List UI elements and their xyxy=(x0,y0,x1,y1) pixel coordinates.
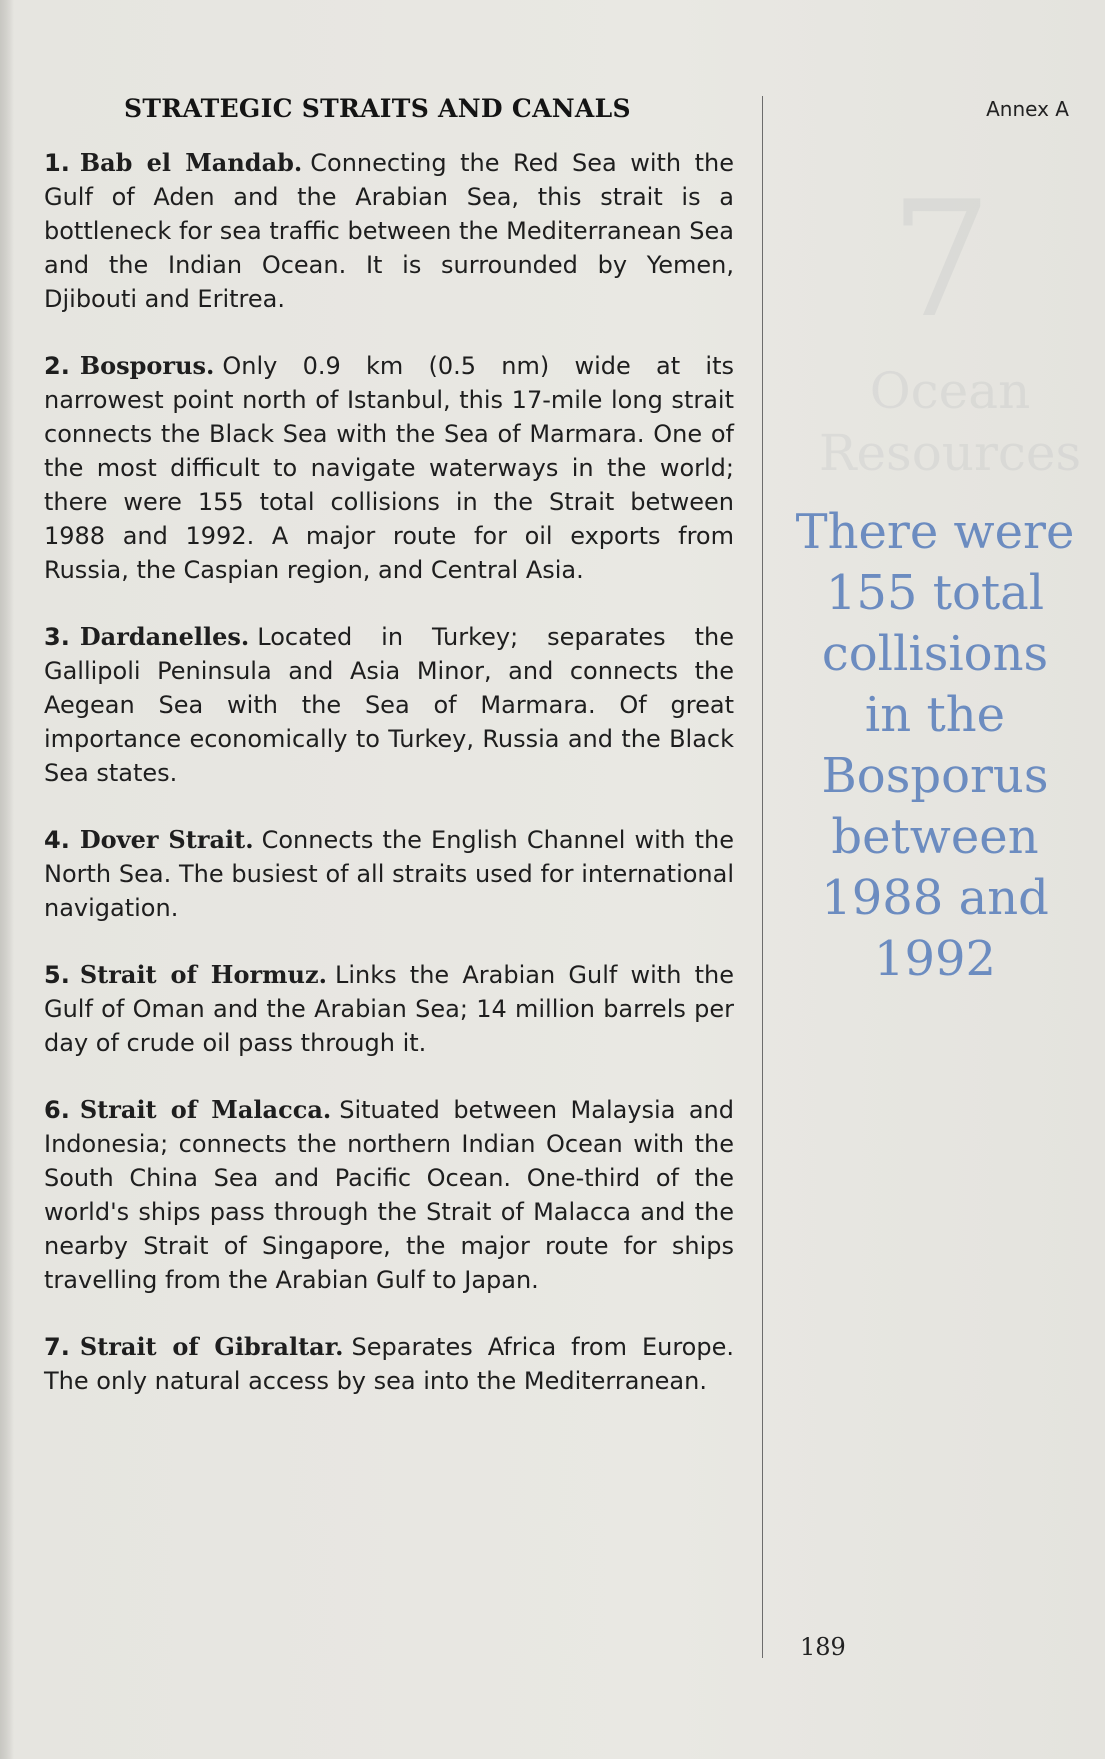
entry-bab-el-mandab xyxy=(44,146,734,316)
page-number: 189 xyxy=(800,1633,846,1661)
column-divider xyxy=(762,96,763,1658)
entry-text: Separates Africa from Europe. The only natural access by sea into the Mediterranean. xyxy=(44,1333,734,1395)
entry-strait-of-hormuz xyxy=(44,958,734,1060)
entry-name: Strait of Malacca. xyxy=(79,1095,332,1124)
entry-number: 5. xyxy=(44,961,70,989)
entry-name: Strait of Hormuz. xyxy=(79,960,327,989)
entry-text: Located in Turkey; separates the Gallipoli Peninsula and Asia Minor, and connects the Aegean Sea with the Sea of Marmara. Of great importance economically to Turkey, Russia and the Black Sea states. xyxy=(44,623,734,787)
entry-strait-of-malacca xyxy=(44,1093,734,1297)
entry-text: Links the Arabian Gulf with the Gulf of Oman and the Arabian Sea; 14 million barrels per day of crude oil pass through it. xyxy=(44,961,734,1057)
entry-name: Dover Strait. xyxy=(79,825,254,854)
entry-name: Bosporus. xyxy=(79,351,215,380)
entry-dardanelles xyxy=(44,620,734,790)
spine-shadow xyxy=(0,0,14,1759)
entry-text: Connects the English Channel with the North Sea. The busiest of all straits used for international navigation. xyxy=(44,826,734,922)
entry-bosporus xyxy=(44,349,734,587)
section-title: STRATEGIC STRAITS AND CANALS xyxy=(124,94,631,123)
entry-name: Bab el Mandab. xyxy=(79,148,303,177)
entry-number: 7. xyxy=(44,1333,70,1361)
pull-quote: There were 155 total collisions in the Bosporus between 1988 and 1992 xyxy=(795,504,1075,987)
entry-text: Only 0.9 km (0.5 nm) wide at its narrowest point north of Istanbul, this 17-mile long strait connects the Black Sea with the Sea of Marmara. One of the most difficult to navigate waterways in the world; there were 155 total collisions in the Strait between 1988 and 1992. A major route for oil exports from Russia, the Caspian region, and Central Asia. xyxy=(44,352,734,584)
bleed-through-numeral: 7 xyxy=(890,166,992,353)
main-column xyxy=(44,90,734,1431)
entry-dover-strait xyxy=(44,823,734,925)
entry-number: 6. xyxy=(44,1096,70,1124)
entry-number: 4. xyxy=(44,826,70,854)
entry-strait-of-gibraltar xyxy=(44,1330,734,1398)
entry-text: Connecting the Red Sea with the Gulf of Aden and the Arabian Sea, this strait is a bottleneck for sea traffic between the Mediterranean Sea and the Indian Ocean. It is surrounded by Yemen, Djibouti and Eritrea. xyxy=(44,149,734,313)
entry-number: 1. xyxy=(44,149,70,177)
entry-text: Situated between Malaysia and Indonesia; connects the northern Indian Ocean with the South China Sea and Pacific Ocean. One-third of the world's ships pass through the Strait of Malacca and the nearby Strait of Singapore, the major route for ships travelling from the Arabian Gulf to Japan. xyxy=(44,1096,734,1294)
entry-number: 2. xyxy=(44,352,70,380)
running-head: Annex A xyxy=(986,97,1069,121)
entry-number: 3. xyxy=(44,623,70,651)
entry-name: Dardanelles. xyxy=(79,622,250,651)
bleed-through-text: Ocean Resources xyxy=(818,362,1082,482)
entry-name: Strait of Gibraltar. xyxy=(79,1332,344,1361)
